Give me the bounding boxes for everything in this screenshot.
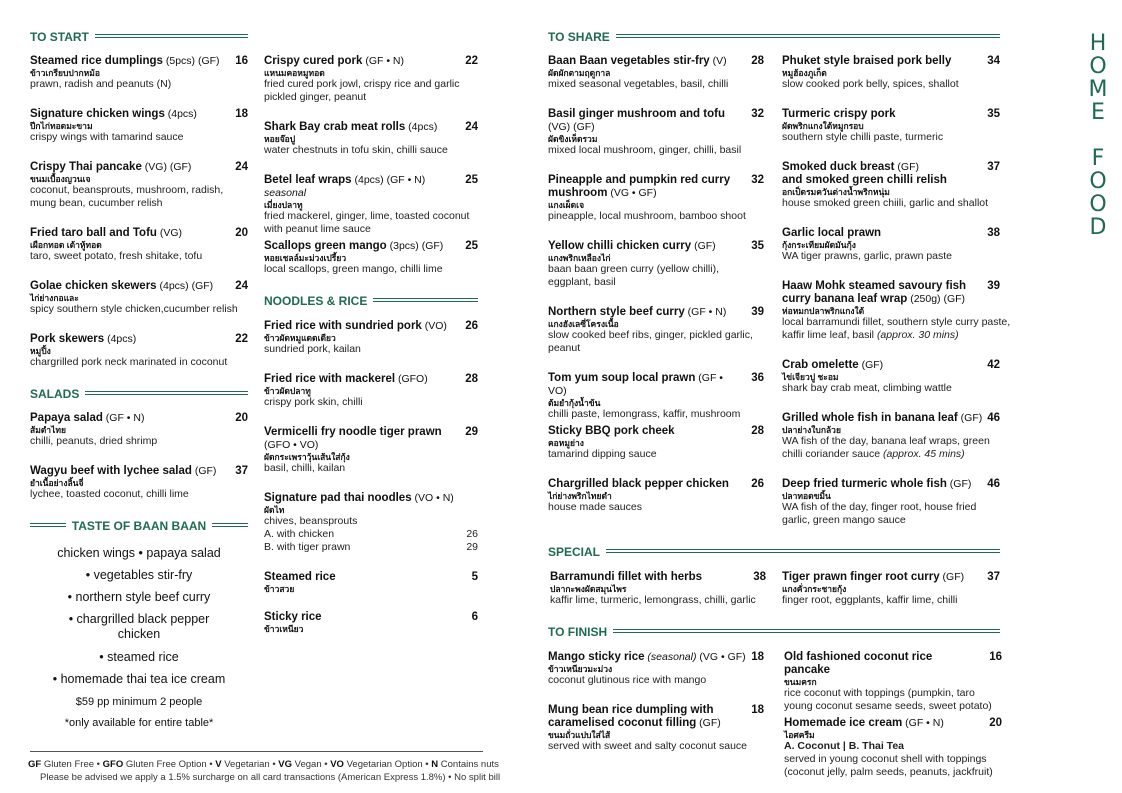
item-tag: (GF • N) [362,55,405,67]
item-price: 34 [987,55,1000,67]
item-thai: ผัดขิงเห็ดรวม [548,134,598,144]
item-thai: หอยเชลล์มะม่วงเปรี้ยว [264,253,347,263]
section-title: SALADS [30,387,85,401]
item-desc: house made sauces [548,501,642,513]
menu-item-papaya [30,412,248,448]
item-price: 26 [751,478,764,490]
section-to-start [30,28,248,44]
item-tag: (5pcs) (GF) [162,55,220,67]
item-thai: ไอศครีม [784,730,815,740]
menu-item-fish-banana [782,412,1000,461]
item-thai: ผัดพริกแกงใต้หมูกรอบ [782,121,864,131]
taste-line: • northern style beef curry [67,590,211,604]
item-tag: (GFO • VO) [264,439,319,451]
item-price: 20 [989,717,1002,729]
menu-item-wings [30,108,248,144]
item-tag: (250g) (GF) [907,293,966,305]
surcharge-note: Please be advised we apply a 1.5% surcharge on all card transactions (American Express 1.8%) • No split bill [40,772,501,783]
item-name: Old fashioned coconut rice pancake [784,651,933,676]
item-desc: mixed seasonal vegetables, basil, chilli [548,78,729,90]
item-name: Fried rice with mackerel [264,373,396,385]
item-name-line2: and smoked green chilli relish [782,174,947,186]
item-thai: แกงเผ็ดเจ [548,200,585,210]
item-thai: หมูฮ้องภูเก็ต [782,68,827,78]
item-price: 42 [987,359,1000,371]
item-name: Sticky BBQ pork cheek [548,425,675,437]
item-tag: (GF • N) [102,412,145,424]
item-thai: ปลาย่างใบกล้วย [782,425,841,435]
item-name: Mango sticky rice [548,651,645,663]
item-desc: slow cooked beef ribs, ginger, pickled garlic, peanut [548,329,753,354]
item-thai: ขนมถั่วแปบใส่ไส้ [548,730,611,740]
item-tag: (4pcs) [164,108,197,120]
item-thai: ปลาทอดขมิ้น [782,491,831,501]
item-thai: ปลากะพงผัดสมุนไพร [550,584,627,594]
item-desc: fried cured pork jowl, crispy rice and garlic pickled ginger, peanut [264,78,460,103]
item-thai: ผัดกระเพราวุ้นเส้นใส่กุ้ง [264,452,350,462]
item-tag: (3pcs) (GF) [386,240,444,252]
item-tag: (VG) [156,227,183,239]
item-name: Deep fried turmeric whole fish [782,478,947,490]
item-name: Basil ginger mushroom and tofu [548,108,725,120]
item-thai: ไก่ย่างกอและ [30,293,79,303]
item-name: Pineapple and pumpkin red curry mushroom [548,174,731,199]
item-name: Fried rice with sundried pork [264,320,422,332]
vertical-title-letter: O [1089,192,1107,217]
vertical-title-letter: E [1091,100,1105,125]
item-desc: coconut, beansprouts, mushroom, radish, mung bean, cucumber relish [30,184,224,209]
item-price: 25 [465,174,478,186]
item-desc: tamarind dipping sauce [548,448,657,460]
section-title: TO SHARE [548,30,616,44]
item-tag: (4pcs) [405,121,438,133]
item-name: Betel leaf wraps [264,174,352,186]
section-title: SPECIAL [548,545,606,559]
item-name: Vermicelli fry noodle tiger prawn [264,426,442,438]
item-name: Yellow chilli chicken curry [548,240,692,252]
vertical-title-letter [1088,124,1108,147]
menu-item-taro [30,227,248,263]
item-thai: ข้าวเกรียบปากหม้อ [30,68,100,78]
menu-item-golae [30,280,248,316]
item-tag: (GFO) [395,373,428,385]
item-tag: (4pcs) (GF) [156,280,214,292]
menu-item-yellow-curry [548,240,764,289]
menu-item-pork-skewers [30,333,248,369]
vertical-title-letter: F [1091,146,1105,171]
menu-item-pepper-chicken [548,478,764,514]
item-price: 18 [751,704,764,716]
menu-item-turmeric-pork [782,108,1000,144]
item-desc: water chestnuts in tofu skin, chilli sauce [264,144,448,156]
vertical-title-letter: H [1089,31,1107,56]
item-thai: ต้มยำกุ้งน้ำข้น [548,398,601,408]
vertical-title-letter: O [1089,169,1107,194]
item-desc: local scallops, green mango, chilli lime [264,263,443,275]
item-desc: prawn, radish and peanuts (N) [30,78,172,90]
item-name: Turmeric crispy pork [782,108,896,120]
item-desc: sundried pork, kailan [264,343,361,355]
vertical-title-letter: M [1088,77,1108,102]
item-tag: (4pcs) [104,333,137,345]
item-desc: basil, chilli, kailan [264,462,346,474]
item-desc: slow cooked pork belly, spices, shallot [782,78,959,90]
item-thai: กุ้งกระเทียมผัดมันกุ้ง [782,240,856,250]
item-tag: (GF) [691,240,716,252]
section-special [548,543,1000,559]
item-price: 24 [465,121,478,133]
item-tag: (VG • GF) [607,187,657,199]
menu-item-duck [782,161,1000,210]
menu-item-beef-curry [548,306,764,355]
taste-line: chicken [117,627,161,641]
menu-item-veg-stirfry [548,55,764,91]
item-price: 25 [465,240,478,252]
item-name: Crispy cured pork [264,55,363,67]
item-price: 35 [987,108,1000,120]
menu-item-red-curry [548,174,764,223]
item-thai: เมี่ยงปลาทู [264,200,303,210]
item-name: Signature pad thai noodles [264,492,412,504]
menu-item-mango-sticky [548,651,764,687]
taste-note: *only available for entire table* [64,717,214,729]
vertical-title-letter: D [1089,215,1107,240]
item-price: 32 [751,174,764,186]
menu-item-finger-root [782,571,1000,607]
item-thai: เผือกทอด เต้าหู้ทอด [30,240,102,250]
item-price: 18 [751,651,764,663]
item-tag: (GF) [696,717,721,729]
menu-item-fish-turmeric [782,478,1000,527]
item-name: Fried taro ball and Tofu [30,227,157,239]
section-title: NOODLES & RICE [264,294,373,308]
item-price: 36 [751,372,764,384]
item-price: 24 [235,161,248,173]
item-name: Homemade ice cream [784,717,903,729]
menu-item-sticky-rice [264,611,478,634]
pad-thai-option-b: B. with tiger prawn 29 [264,541,478,553]
item-thai: หอยจ๊อปู [264,134,296,144]
menu-item-pad-thai [264,492,478,554]
item-price: 20 [235,412,248,424]
item-price: 35 [751,240,764,252]
menu-item-fried-rice-sundried [264,320,478,356]
section-title: TO START [30,30,95,44]
item-season: (seasonal) [644,651,697,663]
item-desc: spicy southern style chicken,cucumber relish [30,303,238,315]
item-desc: fried mackerel, ginger, lime, toasted coconut with peanut lime sauce [264,210,470,235]
item-desc: shark bay crab meat, climbing wattle [782,382,952,394]
item-name: Golae chicken skewers [30,280,157,292]
item-name: Shark Bay crab meat rolls [264,121,406,133]
item-thai: คอหมูย่าง [548,438,584,448]
item-desc: chargrilled pork neck marinated in coconut [30,356,228,368]
item-thai: ไก่ย่างพริกไทยดำ [548,491,612,501]
item-desc: crispy wings with tamarind sauce [30,131,184,143]
item-name: Northern style beef curry [548,306,685,318]
menu-item-ice-cream [784,717,1002,779]
menu-item-betel [264,174,478,236]
item-name: Signature chicken wings [30,108,165,120]
item-desc: chives, beansprouts [264,515,358,527]
section-to-share [548,28,1000,44]
item-thai: หมูปิ้ง [30,346,51,356]
item-desc: crispy pork skin, chilli [264,396,363,408]
item-name: Haaw Mohk steamed savoury fish curry banana leaf wrap [782,280,967,305]
item-name: Scallops green mango [264,240,387,252]
item-thai: ยำเนื้อย่างลิ้นจี่ [30,478,84,488]
item-desc: local barramundi fillet, southern style curry paste, kaffir lime leaf, basil [782,316,1011,341]
item-desc: served in young coconut shell with toppings (coconut jelly, palm seeds, peanuts, jackfruit) [784,753,993,778]
item-name: Chargrilled black pepper chicken [548,478,729,490]
item-note: (approx. 30 mins) [876,329,959,341]
menu-item-wagyu [30,465,248,501]
dietary-legend: GF Gluten Free • GFO Gluten Free Option • V Vegetarian • VG Vegan • VO Vegetarian Option • N Contains nuts [28,759,499,770]
item-price: 24 [235,280,248,292]
item-price: 22 [235,333,248,345]
taste-line: • homemade thai tea ice cream [52,672,226,686]
item-price: 37 [235,465,248,477]
item-tag: (GF) [939,571,965,583]
item-desc: WA fish of the day, finger root, house fried garlic, green mango sauce [782,501,977,526]
item-tag: (VG • GF) [696,651,746,663]
item-thai: แกงคั่วกระชายกุ้ง [782,584,847,594]
item-tag: (VO) [421,320,447,332]
taste-of-baan-baan [30,517,248,737]
item-tag: (VG) (GF) [141,161,192,173]
item-name: Wagyu beef with lychee salad [30,465,192,477]
item-name: Barramundi fillet with herbs [550,571,703,583]
menu-item-fried-rice-mackerel [264,373,478,409]
menu-item-garlic-prawn [782,227,1000,263]
item-tag: (GF) [894,161,919,173]
item-price: 26 [465,320,478,332]
item-name: Papaya salad [30,412,103,424]
taste-line: • steamed rice [99,650,179,664]
item-desc: finger root, eggplants, kaffir lime, chilli [782,594,958,606]
item-name: Steamed rice [264,571,336,583]
item-price: 28 [465,373,478,385]
item-name: Pork skewers [30,333,105,345]
item-tag: (GF) [858,359,884,371]
item-thai: ห่อหมกปลาพริกแกงใต้ [782,306,865,316]
section-to-finish [548,623,1000,639]
item-thai: แกงพริกเหลืองไก่ [548,253,611,263]
item-thai: ขนมครก [784,677,817,687]
item-price: 37 [987,571,1000,583]
item-price: 39 [751,306,764,318]
item-tag: (VG) (GF) [548,121,595,133]
item-thai: ข้าวเหนียวมะม่วง [548,664,613,674]
item-name: Phuket style braised pork belly [782,55,952,67]
menu-item-cured-pork [264,55,478,104]
section-salads [30,385,248,401]
item-name: Crab omelette [782,359,859,371]
item-tag: (GF) [957,412,983,424]
item-desc: pineapple, local mushroom, bamboo shoot [548,210,746,222]
item-price: 38 [987,227,1000,239]
menu-item-dumplings [30,55,248,91]
item-thai: ไข่เจียวปู ชะอม [782,372,839,382]
item-price: 16 [235,55,248,67]
section-noodles-rice [264,292,478,308]
item-thai: ผัดไท [264,505,285,515]
item-thai: ผัดผักตามฤดูกาล [548,68,611,78]
item-thai: ส้มตำไทย [30,425,66,435]
footer-divider [30,751,483,752]
menu-item-pancake [30,161,248,210]
item-price: 28 [751,55,764,67]
item-thai: ขนมเบื้องญวนเจ [30,174,91,184]
menu-item-crab-rolls [264,121,478,157]
item-tag: (GF • N) [902,717,944,729]
item-desc: WA fish of the day, banana leaf wraps, green chilli coriander sauce [782,435,990,460]
vertical-title [1088,32,1108,239]
menu-item-tom-yum [548,372,764,421]
item-thai: แกงฮังเลซี่โครงเนื้อ [548,319,619,329]
pad-thai-option-a: A. with chicken 26 [264,528,478,540]
item-name: Sticky rice [264,611,322,623]
item-price: 38 [753,571,766,583]
taste-line: chicken wings • papaya salad [57,546,221,560]
item-price: 32 [751,108,764,120]
item-thai: อกเป็ดรมควันต่างน้ำพริกหนุ่ม [782,187,890,197]
vertical-title-letter: O [1089,54,1107,79]
item-desc: coconut glutinous rice with mango [548,674,707,686]
taste-line: • vegetables stir-fry [85,568,193,582]
menu-item-barramundi [550,571,766,607]
item-desc: chilli, peanuts, dried shrimp [30,435,158,447]
item-price: 29 [465,426,478,438]
item-name: Crispy Thai pancake [30,161,142,173]
item-tag: (VO • N) [411,492,454,504]
item-name: Garlic local prawn [782,227,882,239]
item-options: A. Coconut | B. Thai Tea [784,740,904,752]
item-desc: taro, sweet potato, fresh shitake, tofu [30,250,203,262]
item-price: 16 [989,651,1002,663]
item-price: 46 [987,478,1000,490]
item-desc: rice coconut with toppings (pumpkin, taro young coconut sesame seeds, sweet potato) [784,687,992,712]
item-desc: WA tiger prawns, garlic, prawn paste [782,250,953,262]
item-price: 46 [987,412,1000,424]
menu-item-coconut-pancake [784,651,1002,713]
item-desc: lychee, toasted coconut, chilli lime [30,488,189,500]
item-name: Mung bean rice dumpling with caramelised coconut filling [548,704,714,729]
item-thai: ข้าวเหนียว [264,624,304,634]
item-price: 5 [471,571,478,583]
menu-item-haaw-mohk [782,280,1012,342]
item-desc: baan baan green curry (yellow chilli), eggplant, basil [548,263,719,288]
item-tag: (GF • N) [684,306,727,318]
item-name: Grilled whole fish in banana leaf [782,412,958,424]
item-name: Steamed rice dumplings [30,55,163,67]
item-tag: (GF) [191,465,217,477]
item-tag: (GF • VO) [548,372,723,397]
menu-item-vermicelli [264,426,478,475]
item-desc: house smoked green chiili, garlic and shallot [782,197,989,209]
item-note: (approx. 45 mins) [882,448,965,460]
item-thai: ข้าวผัดปลาทู [264,386,311,396]
item-desc: kaffir lime, turmeric, lemongrass, chilli, garlic [550,594,756,606]
item-price: 28 [751,425,764,437]
item-name: Tom yum soup local prawn [548,372,696,384]
item-tag: (4pcs) (GF • N) [351,174,426,186]
menu-item-bbq-pork [548,425,764,461]
taste-line: • chargrilled black pepper [68,612,210,626]
item-desc: served with sweet and salty coconut sauce [548,740,748,752]
taste-price: $59 pp minimum 2 people [75,696,203,708]
item-thai: ข้าวผัดหมูแดดเดียว [264,333,336,343]
item-price: 39 [987,280,1000,292]
menu-item-steamed-rice [264,571,478,594]
item-desc: mixed local mushroom, ginger, chilli, basil [548,144,742,156]
item-price: 22 [465,55,478,67]
section-title: TO FINISH [548,625,613,639]
item-price: 37 [987,161,1000,173]
item-name: Smoked duck breast [782,161,895,173]
item-tag: (GF) [946,478,972,490]
menu-item-mung-bean [548,704,764,753]
item-name: Baan Baan vegetables stir-fry [548,55,710,67]
item-name: Tiger prawn finger root curry [782,571,940,583]
item-thai: แหนมคอหมูทอด [264,68,325,78]
item-price: 20 [235,227,248,239]
item-thai: ข้าวสวย [264,584,295,594]
menu-item-basil-mushroom [548,108,764,157]
item-desc: southern style chilli paste, turmeric [782,131,944,143]
item-tag: (V) [709,55,727,67]
item-price: 6 [471,611,478,623]
item-season: seasonal [264,187,307,199]
taste-title: TASTE OF BAAN BAAN [66,519,212,533]
menu-item-scallops [264,240,478,276]
item-desc: chilli paste, lemongrass, kaffir, mushroom [548,408,741,420]
menu-item-crab-omelette [782,359,1000,395]
item-price: 18 [235,108,248,120]
item-thai: ปีกไก่ทอดมะขาม [30,121,93,131]
menu-item-pork-belly [782,55,1000,91]
